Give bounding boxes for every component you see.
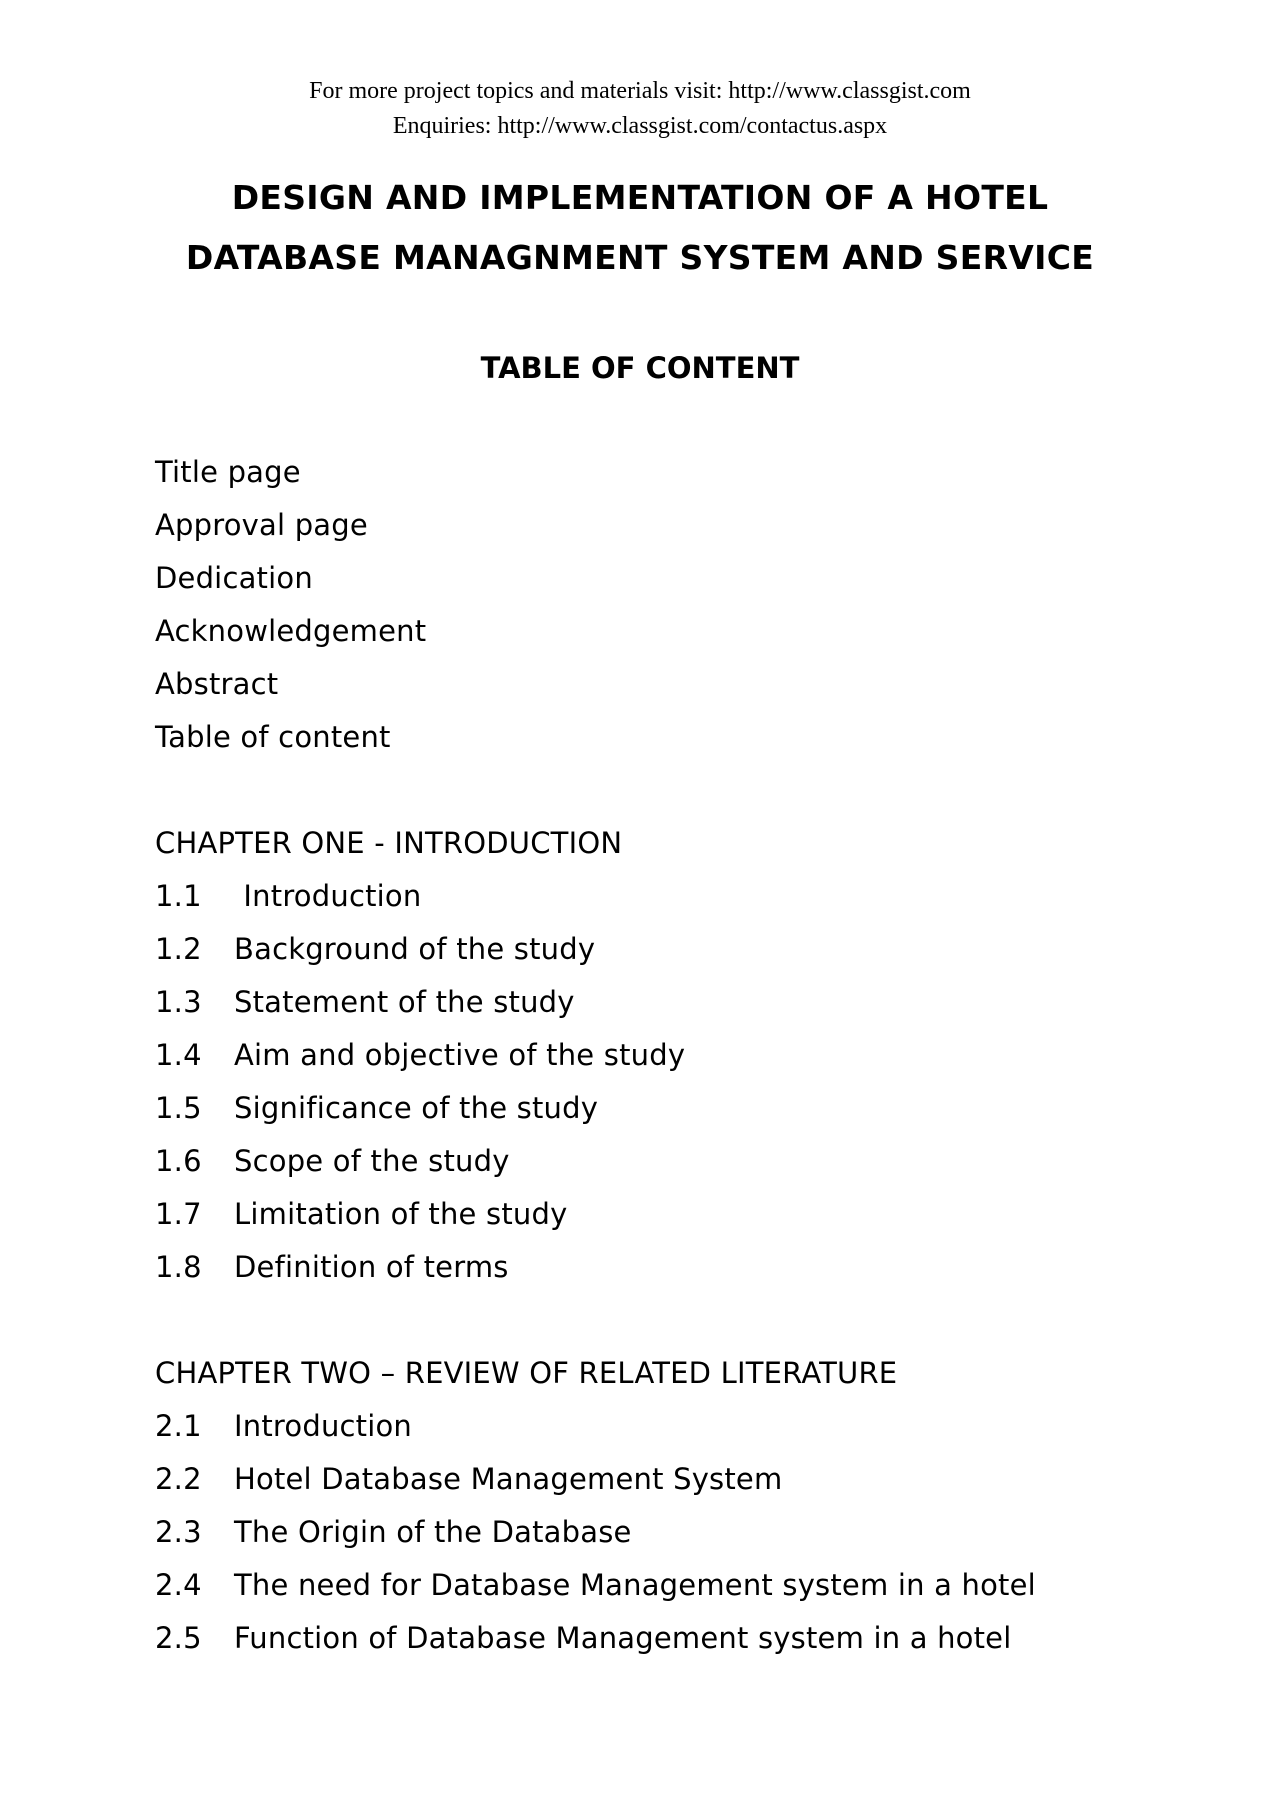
toc-item-text: Limitation of the study (234, 1197, 568, 1231)
toc-item-text: Introduction (234, 1409, 413, 1443)
front-matter-acknowledgement: Acknowledgement (155, 614, 427, 648)
title-line-2: DATABASE MANAGNMENT SYSTEM AND SERVICE (185, 238, 1095, 277)
toc-item-1-1 (155, 876, 1036, 929)
toc-item-number: 1.7 (155, 1197, 202, 1231)
section-spacer (155, 1300, 1036, 1353)
toc-item-2-2 (155, 1459, 1036, 1512)
toc-item-text: Significance of the study (234, 1091, 599, 1125)
section-spacer (155, 770, 1036, 823)
front-matter-title-page: Title page (155, 455, 301, 489)
header-topics-line: For more project topics and materials visit: http://www.classgist.com (309, 78, 971, 104)
front-matter-dedication: Dedication (155, 561, 313, 595)
front-matter-approval-page: Approval page (155, 508, 368, 542)
toc-item-1-6 (155, 1141, 1036, 1194)
toc-item-1-3 (155, 982, 1036, 1035)
chapter-one-heading: CHAPTER ONE - INTRODUCTION (155, 826, 623, 860)
toc-item-text: The need for Database Management system in a hotel (234, 1568, 1036, 1602)
toc-item-2-1 (155, 1406, 1036, 1459)
toc-item-text: Function of Database Management system in a hotel (234, 1621, 1012, 1655)
toc-item-number: 2.5 (155, 1621, 202, 1655)
document-title (0, 168, 1280, 288)
toc-item-1-8 (155, 1247, 1036, 1300)
toc-item-1-5 (155, 1088, 1036, 1141)
toc-item-text: Definition of terms (234, 1250, 509, 1284)
toc-item-number: 2.4 (155, 1568, 202, 1602)
title-line-1: DESIGN AND IMPLEMENTATION OF A HOTEL (231, 178, 1049, 217)
toc-item-number: 1.4 (155, 1038, 202, 1072)
toc-item-1-2 (155, 929, 1036, 982)
toc-entries (155, 452, 1036, 1671)
toc-item-number: 1.5 (155, 1091, 202, 1125)
toc-item-text: The Origin of the Database (234, 1515, 632, 1549)
toc-item-text: Aim and objective of the study (234, 1038, 686, 1072)
front-matter-abstract: Abstract (155, 667, 279, 701)
toc-item-text: Statement of the study (234, 985, 575, 1019)
header-enquiries-line: Enquiries: http://www.classgist.com/contactus.aspx (392, 113, 888, 139)
toc-item-number: 2.3 (155, 1515, 202, 1549)
chapter-two-heading: CHAPTER TWO – REVIEW OF RELATED LITERATURE (155, 1356, 898, 1390)
toc-item-number: 1.6 (155, 1144, 202, 1178)
toc-item-number: 2.1 (155, 1409, 202, 1443)
toc-item-text: Background of the study (234, 932, 596, 966)
toc-item-2-4 (155, 1565, 1036, 1618)
toc-item-1-4 (155, 1035, 1036, 1088)
toc-item-1-7 (155, 1194, 1036, 1247)
toc-item-text: Hotel Database Management System (234, 1462, 783, 1496)
toc-item-number: 1.8 (155, 1250, 202, 1284)
toc-item-2-3 (155, 1512, 1036, 1565)
toc-item-number: 1.2 (155, 932, 202, 966)
toc-heading: TABLE OF CONTENT (480, 351, 800, 385)
toc-item-text: Introduction (234, 879, 422, 913)
toc-item-2-5 (155, 1618, 1036, 1671)
front-matter-table-of-content: Table of content (155, 720, 391, 754)
toc-item-text: Scope of the study (234, 1144, 510, 1178)
page-header (0, 74, 1280, 144)
toc-item-number: 1.3 (155, 985, 202, 1019)
toc-item-number: 2.2 (155, 1462, 202, 1496)
toc-item-number: 1.1 (155, 879, 202, 913)
